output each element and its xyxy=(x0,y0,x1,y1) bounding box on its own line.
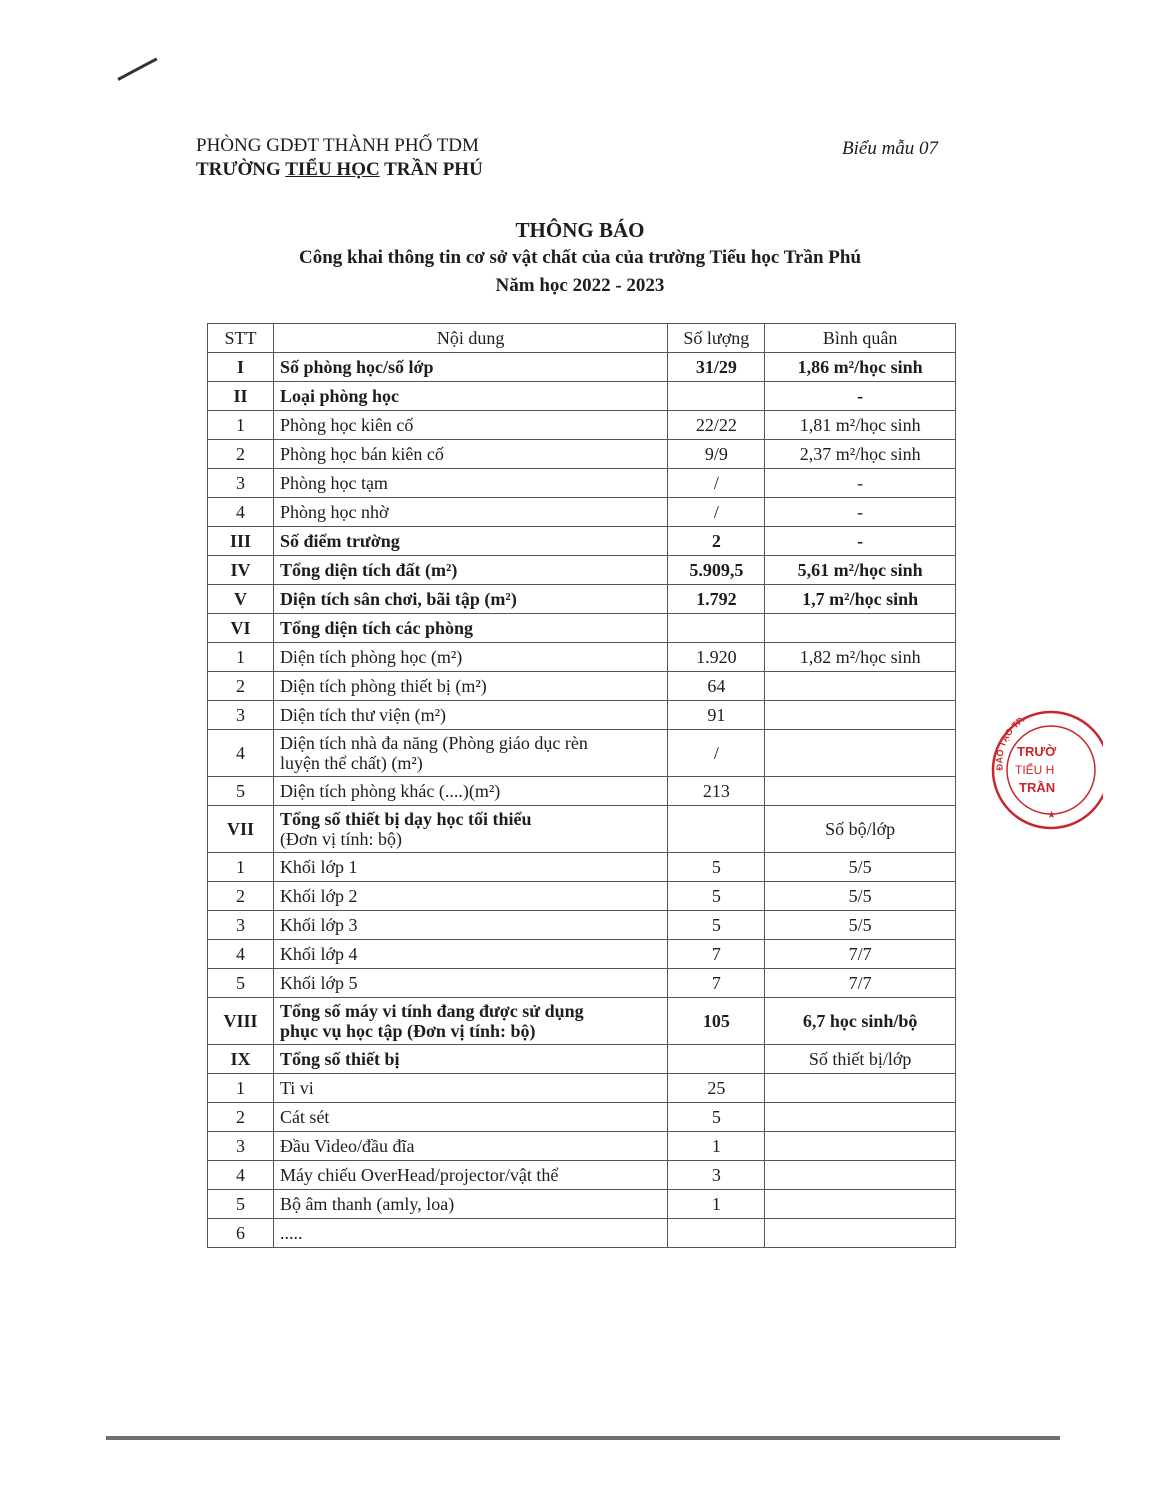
cell-quantity: 91 xyxy=(668,701,765,730)
content-line: Cát sét xyxy=(279,1106,330,1127)
page-bottom-line xyxy=(106,1436,1060,1440)
cell-content xyxy=(273,1045,667,1074)
pen-mark xyxy=(117,58,157,81)
cell-quantity: 64 xyxy=(668,672,765,701)
content-line: Diện tích phòng học (m²) xyxy=(279,646,463,667)
content-line: Bộ âm thanh (amly, loa) xyxy=(279,1193,455,1214)
school-name: TRƯỜNG TIỂU HỌC TRẦN PHÚ xyxy=(196,159,483,180)
cell-content xyxy=(273,527,667,556)
table-row xyxy=(208,1219,956,1248)
cell-stt: 1 xyxy=(208,643,274,672)
cell-quantity: 25 xyxy=(668,1074,765,1103)
cell-quantity xyxy=(668,382,765,411)
cell-content xyxy=(273,411,667,440)
cell-stt: 4 xyxy=(208,498,274,527)
cell-content xyxy=(273,806,667,853)
cell-content xyxy=(273,1161,667,1190)
cell-average: 7/7 xyxy=(765,940,956,969)
cell-stt: 5 xyxy=(208,1190,274,1219)
cell-quantity: 5 xyxy=(668,1103,765,1132)
table-row xyxy=(208,411,956,440)
cell-stt: 5 xyxy=(208,777,274,806)
content-line: Tổng số thiết bị xyxy=(279,1048,400,1069)
cell-average: 5,61 m²/học sinh xyxy=(765,556,956,585)
table-row xyxy=(208,469,956,498)
cell-stt: 2 xyxy=(208,1103,274,1132)
cell-stt: IV xyxy=(208,556,274,585)
issuing-authority xyxy=(196,134,483,182)
cell-content xyxy=(273,1190,667,1219)
cell-quantity xyxy=(668,614,765,643)
cell-content xyxy=(273,969,667,998)
svg-text:TRẦN: TRẦN xyxy=(1019,780,1056,795)
cell-quantity: 1 xyxy=(668,1132,765,1161)
table-row xyxy=(208,911,956,940)
cell-stt: V xyxy=(208,585,274,614)
title-heading: THÔNG BÁO xyxy=(515,218,645,242)
cell-quantity: 5.909,5 xyxy=(668,556,765,585)
content-line: Diện tích thư viện (m²) xyxy=(279,704,447,725)
facility-table xyxy=(207,323,956,1248)
cell-stt: 1 xyxy=(208,411,274,440)
cell-average xyxy=(765,1074,956,1103)
table-row xyxy=(208,672,956,701)
title-subtitle: Công khai thông tin cơ sở vật chất của của trường Tiểu học Trần Phú xyxy=(298,247,862,268)
cell-content xyxy=(273,1103,667,1132)
cell-content xyxy=(273,882,667,911)
svg-text:TRƯỜ: TRƯỜ xyxy=(1017,744,1057,759)
cell-average: 1,86 m²/học sinh xyxy=(765,353,956,382)
cell-quantity: 213 xyxy=(668,777,765,806)
content-line: Đầu Video/đầu đĩa xyxy=(279,1135,415,1156)
cell-quantity: 7 xyxy=(668,969,765,998)
content-line: Tổng diện tích đất (m²) xyxy=(279,559,458,580)
cell-quantity: 5 xyxy=(668,853,765,882)
content-line-2: (Đơn vị tính: bộ) xyxy=(279,829,402,849)
cell-average: 1,82 m²/học sinh xyxy=(765,643,956,672)
cell-content xyxy=(273,643,667,672)
cell-average: - xyxy=(765,469,956,498)
cell-average xyxy=(765,614,956,643)
cell-quantity: 3 xyxy=(668,1161,765,1190)
cell-stt: III xyxy=(208,527,274,556)
content-line: Phòng học kiên cố xyxy=(279,414,414,435)
table-row xyxy=(208,440,956,469)
school-seal xyxy=(983,700,1103,830)
cell-quantity xyxy=(668,1219,765,1248)
cell-content xyxy=(273,911,667,940)
cell-average xyxy=(765,1219,956,1248)
content-line: Khối lớp 4 xyxy=(279,943,358,964)
cell-average: 6,7 học sinh/bộ xyxy=(765,998,956,1045)
cell-content xyxy=(273,469,667,498)
table-header-row xyxy=(208,324,956,353)
cell-quantity: 7 xyxy=(668,940,765,969)
header-average: Bình quân xyxy=(765,324,956,353)
cell-stt: 2 xyxy=(208,882,274,911)
cell-content xyxy=(273,853,667,882)
cell-quantity: 2 xyxy=(668,527,765,556)
content-line: Diện tích nhà đa năng (Phòng giáo dục rèn xyxy=(279,733,588,753)
cell-stt: VI xyxy=(208,614,274,643)
cell-stt: 1 xyxy=(208,1074,274,1103)
table-row xyxy=(208,556,956,585)
table-row xyxy=(208,382,956,411)
cell-content xyxy=(273,777,667,806)
table-row xyxy=(208,1190,956,1219)
header-content: Nội dung xyxy=(273,324,667,353)
cell-average: - xyxy=(765,527,956,556)
cell-content xyxy=(273,1074,667,1103)
cell-stt: 4 xyxy=(208,730,274,777)
cell-content xyxy=(273,940,667,969)
cell-stt: VII xyxy=(208,806,274,853)
content-line: Khối lớp 1 xyxy=(279,856,358,877)
cell-quantity: / xyxy=(668,730,765,777)
cell-stt: 3 xyxy=(208,701,274,730)
cell-content xyxy=(273,1219,667,1248)
content-line: Số điểm trường xyxy=(279,530,400,551)
cell-content xyxy=(273,614,667,643)
content-line-2: luyện thể chất) (m²) xyxy=(279,753,423,773)
cell-average: 1,7 m²/học sinh xyxy=(765,585,956,614)
cell-average: - xyxy=(765,382,956,411)
cell-quantity: 31/29 xyxy=(668,353,765,382)
cell-average xyxy=(765,1190,956,1219)
cell-average xyxy=(765,730,956,777)
table-row xyxy=(208,701,956,730)
cell-average xyxy=(765,1161,956,1190)
cell-average: Số thiết bị/lớp xyxy=(765,1045,956,1074)
table-row xyxy=(208,882,956,911)
cell-stt: 3 xyxy=(208,469,274,498)
content-line: Tổng số thiết bị dạy học tối thiểu xyxy=(279,809,532,829)
cell-quantity: 5 xyxy=(668,911,765,940)
cell-average: 5/5 xyxy=(765,853,956,882)
cell-quantity: 105 xyxy=(668,998,765,1045)
svg-text:ĐÀO TẠO TP.: ĐÀO TẠO TP. xyxy=(994,714,1027,771)
cell-content xyxy=(273,498,667,527)
table-row xyxy=(208,777,956,806)
cell-content xyxy=(273,998,667,1045)
cell-content xyxy=(273,440,667,469)
table-row xyxy=(208,853,956,882)
cell-average: Số bộ/lớp xyxy=(765,806,956,853)
svg-text:★: ★ xyxy=(1047,810,1056,821)
cell-average xyxy=(765,672,956,701)
department-name: PHÒNG GDĐT THÀNH PHỐ TDM xyxy=(196,135,479,156)
cell-content xyxy=(273,1132,667,1161)
table-row xyxy=(208,998,956,1045)
content-line: Diện tích phòng khác (....)(m²) xyxy=(279,780,501,801)
header-quantity: Số lượng xyxy=(668,324,765,353)
table-row xyxy=(208,1132,956,1161)
table-row xyxy=(208,969,956,998)
content-line: Diện tích phòng thiết bị (m²) xyxy=(279,675,487,696)
table-row xyxy=(208,1074,956,1103)
cell-average: - xyxy=(765,498,956,527)
cell-average xyxy=(765,1103,956,1132)
cell-quantity xyxy=(668,1045,765,1074)
cell-stt: II xyxy=(208,382,274,411)
content-line: Diện tích sân chơi, bãi tập (m²) xyxy=(279,588,517,609)
cell-quantity: 5 xyxy=(668,882,765,911)
cell-stt: 2 xyxy=(208,440,274,469)
table-body xyxy=(208,353,956,1248)
cell-stt: 5 xyxy=(208,969,274,998)
table-row xyxy=(208,498,956,527)
svg-text:TIỂU H: TIỂU H xyxy=(1015,763,1055,777)
table-row xyxy=(208,353,956,382)
content-line: Máy chiếu OverHead/projector/vật thể xyxy=(279,1164,559,1185)
cell-stt: VIII xyxy=(208,998,274,1045)
cell-quantity xyxy=(668,806,765,853)
cell-average: 1,81 m²/học sinh xyxy=(765,411,956,440)
cell-content xyxy=(273,730,667,777)
cell-content xyxy=(273,672,667,701)
content-line: Khối lớp 3 xyxy=(279,914,358,935)
cell-quantity: 22/22 xyxy=(668,411,765,440)
cell-content xyxy=(273,556,667,585)
cell-average xyxy=(765,701,956,730)
table-row xyxy=(208,940,956,969)
content-line: Khối lớp 2 xyxy=(279,885,358,906)
content-line: Tổng số máy vi tính đang được sử dụng xyxy=(279,1001,584,1021)
cell-content xyxy=(273,701,667,730)
table-row xyxy=(208,1045,956,1074)
content-line: ..... xyxy=(279,1222,303,1243)
content-line: Số phòng học/số lớp xyxy=(279,356,434,377)
content-line: Phòng học nhờ xyxy=(279,501,389,522)
cell-average: 5/5 xyxy=(765,911,956,940)
content-line: Loại phòng học xyxy=(279,385,399,406)
document-title xyxy=(0,216,1160,300)
cell-content xyxy=(273,585,667,614)
table-row xyxy=(208,585,956,614)
cell-quantity: 1.792 xyxy=(668,585,765,614)
table-row xyxy=(208,1103,956,1132)
cell-stt: IX xyxy=(208,1045,274,1074)
cell-stt: 4 xyxy=(208,1161,274,1190)
cell-stt: 3 xyxy=(208,911,274,940)
cell-stt: 1 xyxy=(208,853,274,882)
cell-average: 2,37 m²/học sinh xyxy=(765,440,956,469)
cell-quantity: / xyxy=(668,469,765,498)
content-line: Phòng học bán kiên cố xyxy=(279,443,444,464)
header-stt: STT xyxy=(208,324,274,353)
cell-quantity: 1.920 xyxy=(668,643,765,672)
table-row xyxy=(208,614,956,643)
content-line: Ti vi xyxy=(279,1077,314,1098)
cell-average: 5/5 xyxy=(765,882,956,911)
table-row xyxy=(208,527,956,556)
table-row xyxy=(208,730,956,777)
cell-quantity: / xyxy=(668,498,765,527)
content-line-2: phục vụ học tập (Đơn vị tính: bộ) xyxy=(279,1021,536,1041)
cell-quantity: 9/9 xyxy=(668,440,765,469)
table-row xyxy=(208,1161,956,1190)
cell-quantity: 1 xyxy=(668,1190,765,1219)
content-line: Phòng học tạm xyxy=(279,472,388,493)
cell-average xyxy=(765,1132,956,1161)
form-label: Biểu mẫu 07 xyxy=(842,138,939,159)
cell-average xyxy=(765,777,956,806)
cell-stt: 2 xyxy=(208,672,274,701)
cell-stt: 6 xyxy=(208,1219,274,1248)
table-row xyxy=(208,806,956,853)
cell-stt: 3 xyxy=(208,1132,274,1161)
cell-stt: I xyxy=(208,353,274,382)
title-year: Năm học 2022 - 2023 xyxy=(495,275,665,296)
cell-average: 7/7 xyxy=(765,969,956,998)
cell-content xyxy=(273,353,667,382)
content-line: Khối lớp 5 xyxy=(279,972,358,993)
cell-content xyxy=(273,382,667,411)
table-row xyxy=(208,643,956,672)
cell-stt: 4 xyxy=(208,940,274,969)
content-line: Tổng diện tích các phòng xyxy=(279,617,473,638)
